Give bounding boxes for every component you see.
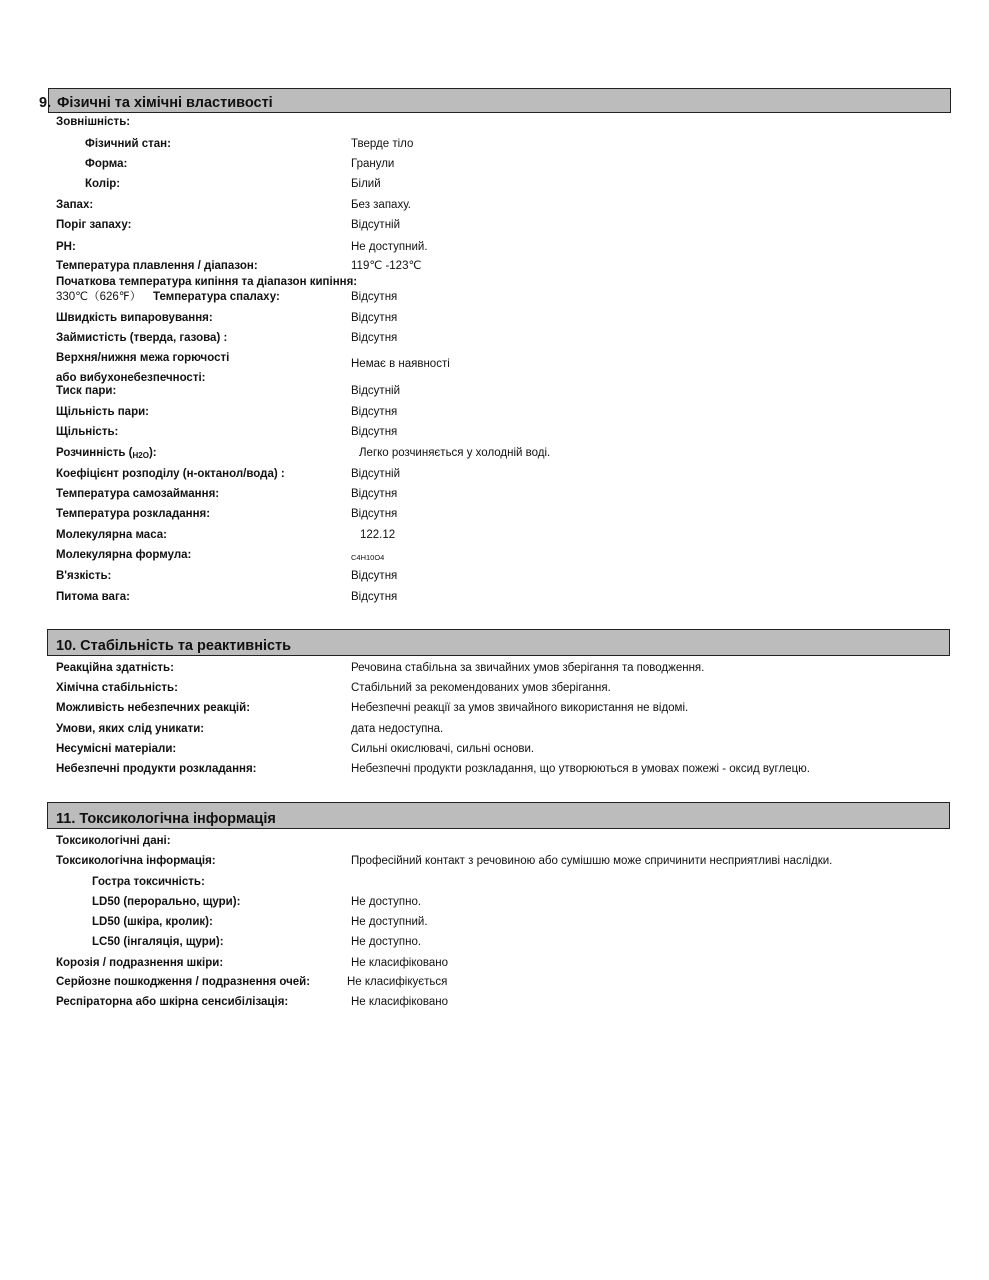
ph-value: Не доступний.	[351, 241, 428, 253]
vapor-pressure-value: Відсутній	[351, 385, 401, 397]
molecular-mass-label: Молекулярна маса:	[56, 529, 167, 541]
specific-gravity-label: Питома вага:	[56, 591, 130, 603]
eye-damage-value: Не класифікується	[347, 976, 448, 988]
boiling-point-label: Початкова температура кипіння та діапазон кипіння:	[56, 276, 358, 288]
flash-point-value: Відсутня	[351, 291, 398, 303]
tox-info-label: Токсикологічна інформація:	[56, 855, 216, 867]
solubility-label-suffix: ):	[148, 447, 157, 459]
molecular-mass-value: 122.12	[360, 529, 396, 541]
viscosity-label: В'язкість:	[56, 570, 112, 582]
tox-data-label: Токсикологічні дані:	[56, 835, 171, 847]
odor-threshold-label: Поріг запаху:	[56, 219, 132, 231]
solubility-value: Легко розчиняється у холодній воді.	[359, 447, 551, 459]
skin-corrosion-value: Не класифіковано	[351, 957, 449, 969]
odor-value: Без запаху.	[351, 199, 411, 211]
appearance-label: Зовнішність:	[56, 116, 131, 128]
flammability-value: Відсутня	[351, 332, 398, 344]
decomposition-products-label: Небезпечні продукти розкладання:	[56, 763, 257, 775]
flash-point-label: Температура спалаху:	[153, 291, 280, 303]
melting-point-value: 119℃ -123℃	[351, 260, 422, 272]
evaporation-label: Швидкість випаровування:	[56, 312, 213, 324]
decomposition-temp-label: Температура розкладання:	[56, 508, 211, 520]
autoignition-label: Температура самозаймання:	[56, 488, 220, 500]
lc50-inhalation-label: LC50 (інгаляція, щури):	[92, 936, 224, 948]
solubility-label-prefix: Розчинність (	[56, 447, 133, 459]
ld50-skin-value: Не доступний.	[351, 916, 428, 928]
ld50-skin-label: LD50 (шкіра, кролик):	[92, 916, 213, 928]
explosive-limits-label-2: або вибухонебезпечності:	[56, 372, 206, 384]
conditions-to-avoid-value: дата недоступна.	[351, 723, 444, 735]
incompatible-materials-label: Несумісні матеріали:	[56, 743, 177, 755]
physical-state-value: Тверде тіло	[351, 138, 414, 150]
explosive-limits-label-1: Верхня/нижня межа горючості	[56, 352, 230, 364]
density-value: Відсутня	[351, 426, 398, 438]
physical-state-label: Фізичний стан:	[85, 138, 171, 150]
solubility-label	[56, 446, 157, 461]
sensitization-value: Не класифіковано	[351, 996, 449, 1008]
conditions-to-avoid-label: Умови, яких слід уникати:	[56, 723, 205, 735]
molecular-formula-value: C4H10O4	[351, 553, 385, 562]
lc50-inhalation-value: Не доступно.	[351, 936, 422, 948]
hazardous-reactions-value: Небезпечні реакції за умов звичайного використання не відомі.	[351, 702, 689, 714]
melting-point-label: Температура плавлення / діапазон:	[56, 260, 258, 272]
form-label: Форма:	[85, 158, 128, 170]
chemical-stability-value: Стабільний за рекомендованих умов зберігання.	[351, 682, 611, 694]
acute-toxicity-label: Гостра токсичність:	[92, 876, 205, 888]
odor-label: Запах:	[56, 199, 94, 211]
autoignition-value: Відсутня	[351, 488, 398, 500]
form-value: Гранули	[351, 158, 395, 170]
explosive-limits-value: Немає в наявності	[351, 358, 450, 370]
tox-info-value: Професійний контакт з речовиною або сумішшю може спричинити несприятливі наслідки.	[351, 855, 833, 867]
viscosity-value: Відсутня	[351, 570, 398, 582]
color-label: Колір:	[85, 178, 121, 190]
density-label: Щільність:	[56, 426, 119, 438]
eye-damage-label: Серйозне пошкодження / подразнення очей:	[56, 976, 311, 988]
section-9-number: 9.	[39, 95, 52, 111]
partition-coefficient-value: Відсутній	[351, 468, 401, 480]
evaporation-value: Відсутня	[351, 312, 398, 324]
solubility-subscript: H2O	[132, 451, 149, 460]
vapor-density-value: Відсутня	[351, 406, 398, 418]
hazardous-reactions-label: Можливість небезпечних реакцій:	[56, 702, 251, 714]
boiling-point-value: 330℃（626℉）	[56, 291, 142, 303]
sensitization-label: Респіраторна або шкірна сенсибілізація:	[56, 996, 289, 1008]
vapor-pressure-label: Тиск пари:	[56, 385, 117, 397]
section-9-title: Фізичні та хімічні властивості	[57, 95, 273, 111]
color-value: Білий	[351, 178, 381, 190]
skin-corrosion-label: Корозія / подразнення шкіри:	[56, 957, 224, 969]
partition-coefficient-label: Коефіцієнт розподілу (н-октанол/вода) :	[56, 468, 285, 480]
incompatible-materials-value: Сильні окислювачі, сильні основи.	[351, 743, 535, 755]
section-10-title: 10. Стабільність та реактивність	[56, 638, 292, 654]
decomposition-products-value: Небезпечні продукти розкладання, що утворюються в умовах пожежі - оксид вуглецю.	[351, 763, 810, 775]
ph-label: PH:	[56, 241, 76, 253]
specific-gravity-value: Відсутня	[351, 591, 398, 603]
flammability-label: Займистість (тверда, газова) :	[56, 332, 228, 344]
reactivity-value: Речовина стабільна за звичайних умов зберігання та поводження.	[351, 662, 705, 674]
vapor-density-label: Щільність пари:	[56, 406, 149, 418]
section-11-title: 11. Токсикологічна інформація	[56, 811, 276, 827]
chemical-stability-label: Хімічна стабільність:	[56, 682, 178, 694]
ld50-oral-value: Не доступно.	[351, 896, 422, 908]
ld50-oral-label: LD50 (перорально, щури):	[92, 896, 241, 908]
reactivity-label: Реакційна здатність:	[56, 662, 174, 674]
odor-threshold-value: Відсутній	[351, 219, 401, 231]
decomposition-temp-value: Відсутня	[351, 508, 398, 520]
molecular-formula-label: Молекулярна формула:	[56, 549, 192, 561]
